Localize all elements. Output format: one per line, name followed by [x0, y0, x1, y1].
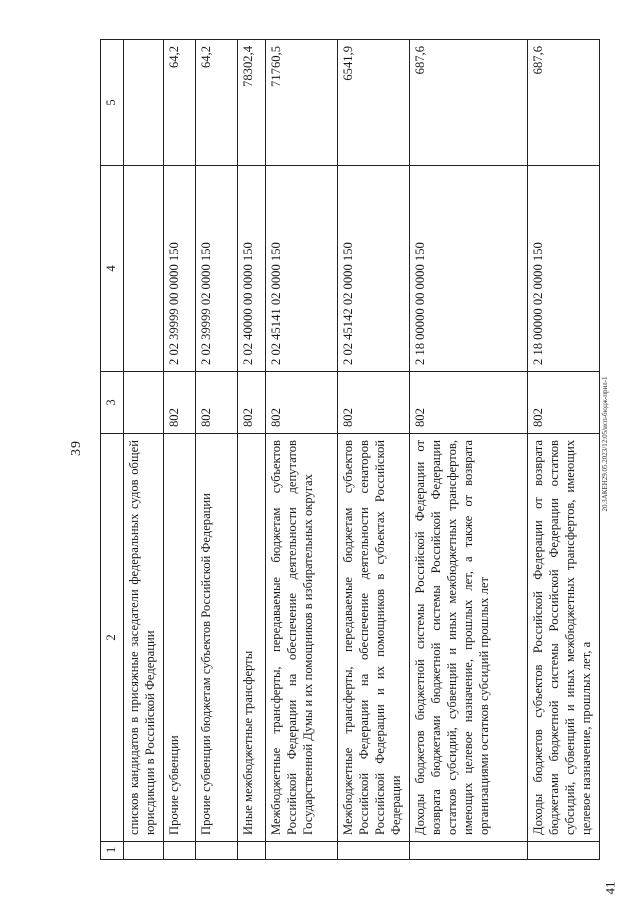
rotated-table-container — [100, 40, 596, 860]
amount: 71760,5 — [266, 40, 338, 166]
budget-classification-code: 2 18 00000 02 0000 150 — [528, 166, 600, 372]
amount: 687,6 — [410, 40, 528, 166]
budget-classification-code: 2 02 40000 00 0000 150 — [238, 166, 266, 372]
document-code: 20.ЗАКЕН29.05.2023/12:05/иcп-бюдж-прил-1 — [601, 376, 609, 512]
budget-classification-code: 2 18 00000 00 0000 150 — [410, 166, 528, 372]
amount: 78302,4 — [238, 40, 266, 166]
cell-col-1 — [528, 842, 600, 860]
admin-code: 802 — [196, 372, 238, 434]
header-row — [101, 40, 124, 860]
cell-col-1 — [124, 842, 164, 860]
row-description: Доходы бюджетов бюджетной системы Российской Федерации от возврата бюджетами бюджетной системы Российской Федерации остатков субсидий, субвенций и иных межбюджетных трансфертов, имеющих целевое назначение, прошлых лет, а также от возврата организациями остатков субсидий прошлых лет — [410, 434, 528, 842]
table-row — [266, 40, 338, 860]
table-row — [196, 40, 238, 860]
header-col-1: 1 — [101, 842, 124, 860]
amount: 687,6 — [528, 40, 600, 166]
table-row — [528, 40, 600, 860]
row-description: Доходы бюджетов субъектов Российской Федерации от возврата бюджетами бюджетной системы Российской Федерации остатков субсидий, субвенций и иных межбюджетных трансфертов, имеющих целевое назначение, прошлых лет, а — [528, 434, 600, 842]
header-col-3: 3 — [101, 372, 124, 434]
cell-col-1 — [196, 842, 238, 860]
budget-classification-code — [124, 166, 164, 372]
table-row — [164, 40, 196, 860]
admin-code: 802 — [338, 372, 410, 434]
admin-code: 802 — [528, 372, 600, 434]
amount — [124, 40, 164, 166]
row-description: Иные межбюджетные трансферты — [238, 434, 266, 842]
cell-col-1 — [164, 842, 196, 860]
row-description: Прочие субвенции бюджетам субъектов Российской Федерации — [196, 434, 238, 842]
budget-classification-code: 2 02 45141 02 0000 150 — [266, 166, 338, 372]
admin-code: 802 — [266, 372, 338, 434]
table-row — [124, 40, 164, 860]
budget-classification-code: 2 02 39999 00 0000 150 — [164, 166, 196, 372]
table-row — [238, 40, 266, 860]
amount: 64,2 — [196, 40, 238, 166]
admin-code: 802 — [238, 372, 266, 434]
sheet-number: 41 — [602, 881, 618, 895]
header-col-2: 2 — [101, 434, 124, 842]
row-description: Прочие субвенции — [164, 434, 196, 842]
cell-col-1 — [410, 842, 528, 860]
cell-col-3 — [124, 372, 164, 434]
admin-code: 802 — [164, 372, 196, 434]
amount: 64,2 — [164, 40, 196, 166]
page-number: 39 — [69, 440, 84, 456]
header-col-4: 4 — [101, 166, 124, 372]
cell-col-1 — [266, 842, 338, 860]
admin-code: 802 — [410, 372, 528, 434]
budget-classification-code: 2 02 39999 02 0000 150 — [196, 166, 238, 372]
budget-classification-code: 2 02 45142 02 0000 150 — [338, 166, 410, 372]
cell-col-1 — [338, 842, 410, 860]
table-row — [338, 40, 410, 860]
table-row — [410, 40, 528, 860]
cell-col-1 — [238, 842, 266, 860]
amount: 6541,9 — [338, 40, 410, 166]
row-description: списков кандидатов в присяжные заседатели федеральных судов общей юрисдикции в Российской Федерации — [124, 434, 164, 842]
row-description: Межбюджетные трансферты, передаваемые бюджетам субъектов Российской Федерации на обеспечение деятельности депутатов Государственной Думы и их помощников в избирательных округах — [266, 434, 338, 842]
row-description: Межбюджетные трансферты, передаваемые бюджетам субъектов Российской Федерации на обеспечение деятельности сенаторов Российской Федерации и их помощников в субъектах Российской Федерации — [338, 434, 410, 842]
header-col-5: 5 — [101, 40, 124, 166]
revenue-table — [100, 39, 600, 860]
